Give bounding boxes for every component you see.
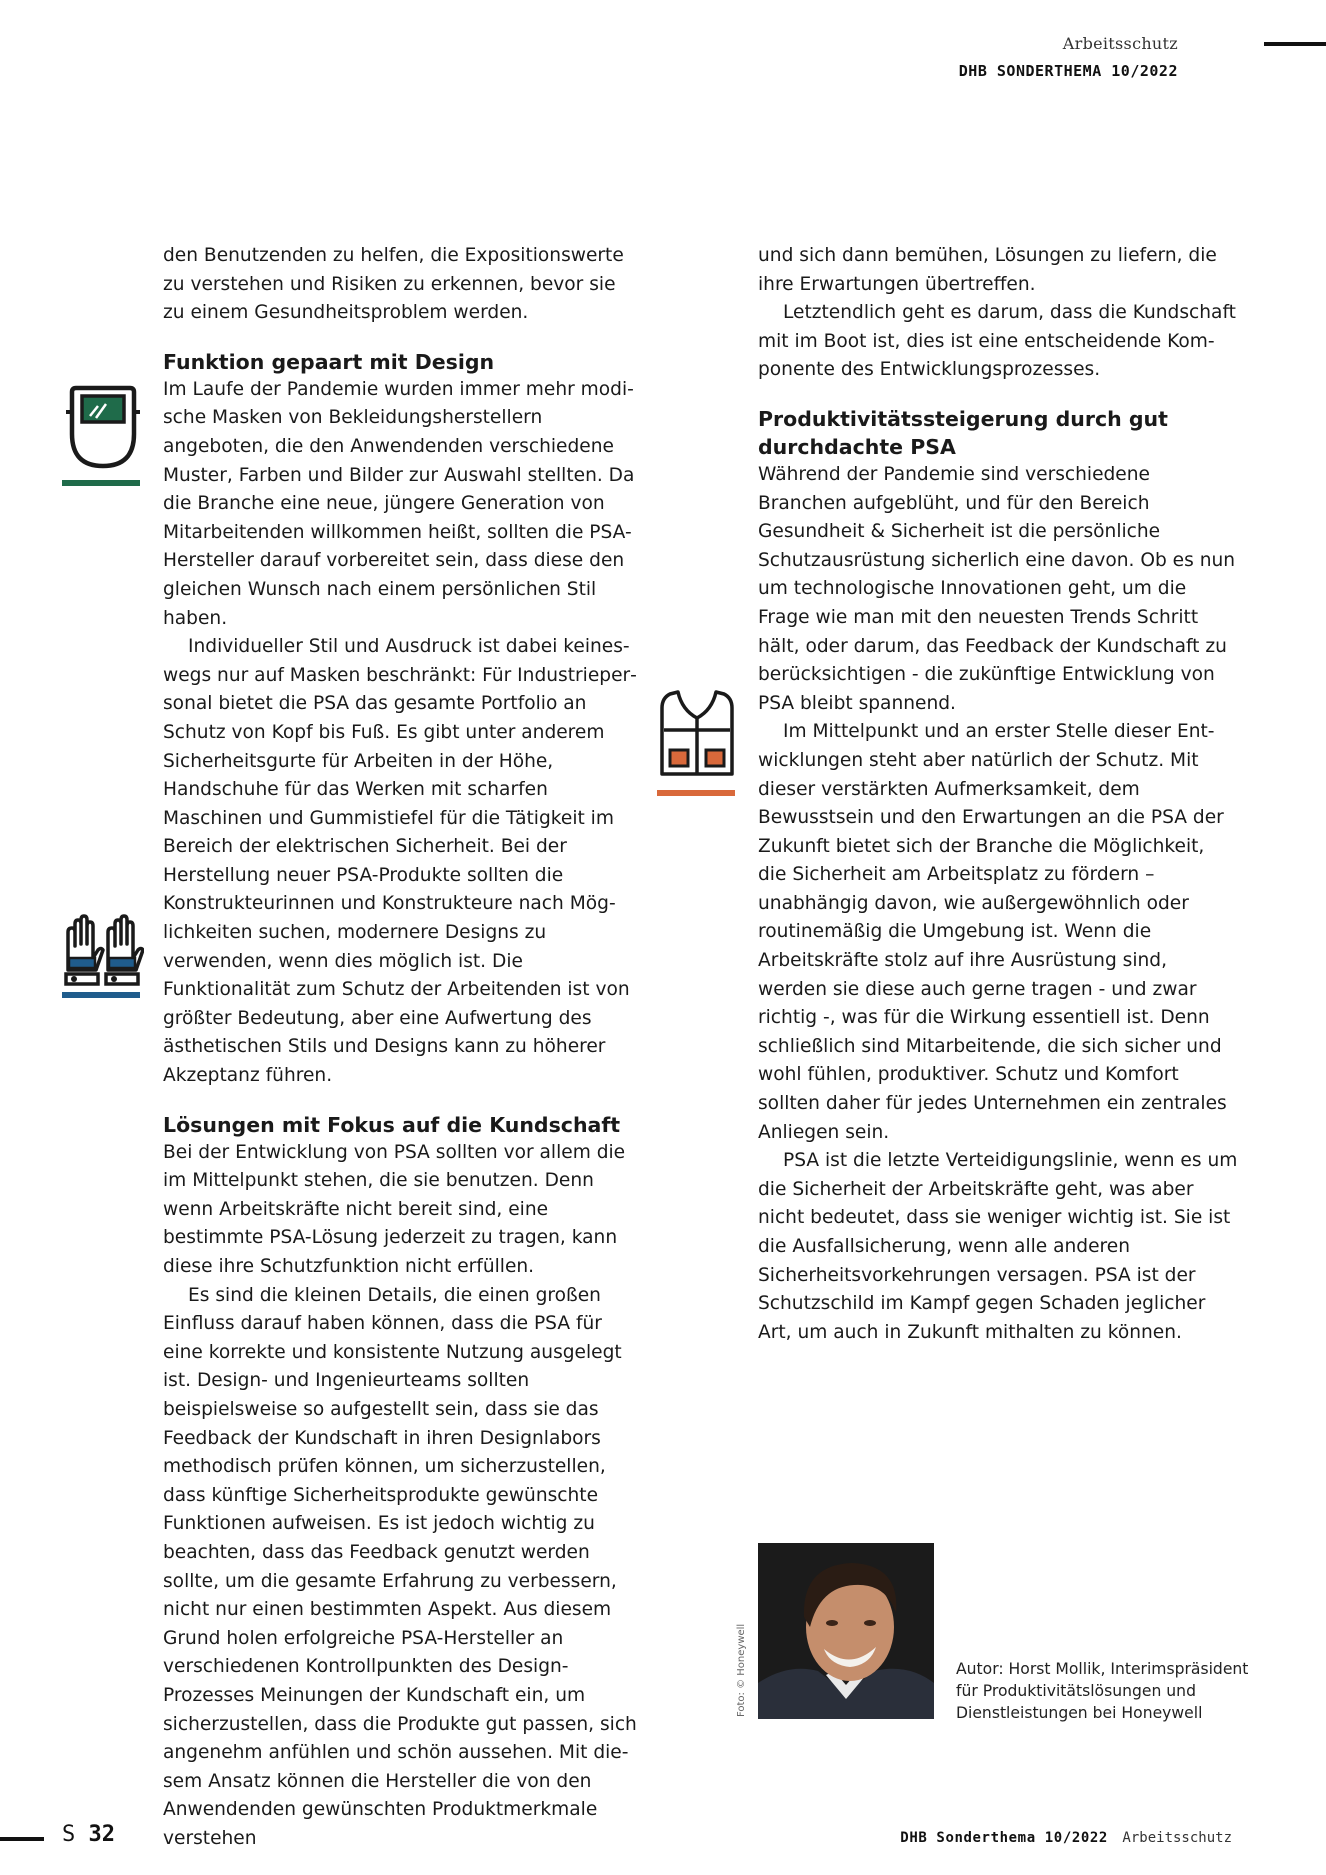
header-section: Arbeitsschutz [1062, 34, 1178, 53]
page-number [62, 1822, 115, 1847]
right-paragraph-1: und sich dann bemühen, Lösungen zu liefern, die ihre Erwartungen übertreffen. [758, 245, 1217, 295]
left-column [163, 242, 641, 1853]
footer-issue [900, 1830, 1232, 1846]
header-rule [1264, 42, 1326, 46]
right-paragraph-5: PSA ist die letzte Verteidigungslinie, wenn es um die Sicherheit der Arbeitskräfte geht, was aber nicht bedeutet, dass sie weniger wichtig ist. Sie ist die Ausfallsicherung, wenn alle anderen Sicherheitsvorkehrungen versagen. PSA ist der Schutzschild im Kampf gegen Schaden jeglicher Art, um auch in Zukunft mithalten zu können. [758, 1150, 1238, 1343]
left-paragraph-1: Im Laufe der Pandemie wurden immer mehr modische Masken von Bekleidungsherstellern angeboten, die den Anwendenden verschiedene Muster, Farben und Bilder zur Auswahl stellten. Da die Branche eine neue, jüngere Generation von Mitarbeitenden willkommen heißt, sollten die PSA-Hersteller darauf vorbereitet sein, dass diese den gleichen Wunsch nach einem persönlichen Stil haben. [163, 378, 635, 629]
heading-funktion-design: Funktion gepaart mit Design [163, 349, 495, 374]
safety-vest-icon [658, 688, 736, 780]
safety-vest-rule [657, 790, 735, 796]
left-paragraph-4: Es sind die kleinen Details, die einen großen Einfluss darauf haben können, dass die PSA für eine korrekte und konsistente Nutzung ausgelegt ist. Design- und Ingenieurteams sollten beispielsweise so aufgestellt sein, dass sie das Feedback der Kundschaft in ihren Designlabors methodisch prüfen können, um sicherzustellen, dass künftige Sicherheitsprodukte gewünschte Funktionen aufweisen. Es ist jedoch wichtig zu beachten, dass das Feedback genutzt werden sollte, um die gesamte Erfahrung zu verbessern, nicht nur einen bestimmten Aspekt. Aus diesem Grund holen erfolgreiche PSA-Hersteller an verschiedenen Kontrollpunkten des Design-Prozesses Meinungen der Kundschaft ein, um sicherzustellen, dass die Produkte gut passen, sich angenehm anfühlen und schön aussehen. Mit diesem Ansatz können die Hersteller die von den Anwendenden gewünschten Produktmerkmale verstehen [163, 1284, 637, 1849]
footer-section: Arbeitsschutz [1122, 1830, 1232, 1846]
right-paragraph-3: Während der Pandemie sind verschiedene Branchen aufgeblüht, und für den Bereich Gesundheit & Sicherheit ist die persönliche Schutzausrüstung sicherlich eine davon. Ob es nun um technologische Innovationen geht, um die Frage wie man mit den neuesten Trends Schritt hält, oder darum, das Feedback der Kundschaft zu berücksichtigen - die zukünftige Entwicklung von PSA bleibt spannend. [758, 463, 1236, 714]
right-column [758, 242, 1238, 1347]
author-caption: Autor: Horst Mollik, Interimspräsident für Produktivitätslösungen und Dienstleistungen bei Honeywell [956, 1660, 1249, 1722]
gloves-icon [60, 910, 144, 992]
author-photo [758, 1543, 934, 1719]
welding-mask-icon [64, 384, 142, 470]
footer-rule [0, 1837, 44, 1841]
footer-magazine: DHB Sonderthema 10/2022 [900, 1830, 1108, 1846]
right-paragraph-4: Im Mittelpunkt und an erster Stelle dieser Entwicklungen steht aber natürlich der Schutz. Mit dieser verstärkten Aufmerksamkeit, dem Bewusstsein und den Erwartungen an die PSA der Zukunft bietet sich der Branche die Möglichkeit, die Sicherheit am Arbeitsplatz zu fördern – unabhängig davon, wie außergewöhnlich oder routinemäßig die Umgebung ist. Wenn die Arbeitskräfte stolz auf ihre Ausrüstung sind, werden sie diese auch gerne tragen - und zwar richtig -, was für die Wirkung essentiell ist. Denn schließlich sind Mitarbeitende, die sich sicher und wohl fühlen, produktiver. Schutz und Komfort sollten daher für jedes Unternehmen ein zentrales Anliegen sein. [758, 721, 1227, 1143]
left-paragraph-3: Bei der Entwicklung von PSA sollten vor allem die im Mittelpunkt stehen, die sie benutzen. Denn wenn Arbeitskräfte nicht bereit sind, eine bestimmte PSA-Lösung jederzeit zu tragen, kann diese ihre Schutzfunktion nicht erfüllen. [163, 1141, 626, 1277]
page-number-value: 32 [88, 1822, 115, 1847]
right-paragraph-2: Letztendlich geht es darum, dass die Kundschaft mit im Boot ist, dies ist eine entscheidende Komponente des Entwicklungsprozesses. [758, 302, 1236, 381]
left-paragraph-2: Individueller Stil und Ausdruck ist dabei keineswegs nur auf Masken beschränkt: Für Industriepersonal bietet die PSA das gesamte Portfolio an Schutz von Kopf bis Fuß. Es gibt unter anderem Sicherheitsgurte für Arbeiten in der Höhe, Handschuhe für das Werken mit scharfen Maschinen und Gummistiefel für die Tätigkeit im Bereich der elektrischen Sicherheit. Bei der Herstellung neuer PSA-Produkte sollten die Konstrukteurinnen und Konstrukteure nach Möglichkeiten suchen, modernere Designs zu verwenden, wenn dies möglich ist. Die Funktionalität zum Schutz der Arbeitenden ist von größter Bedeutung, aber eine Aufwertung des ästhetischen Stils und Designs kann zu höherer Akzeptanz führen. [163, 636, 637, 1087]
heading-loesungen-kundschaft: Lösungen mit Fokus auf die Kundschaft [163, 1112, 621, 1137]
page-prefix: S [62, 1822, 76, 1847]
gloves-rule [62, 992, 140, 998]
welding-mask-rule [62, 480, 140, 486]
header-issue: DHB SONDERTHEMA 10/2022 [958, 62, 1178, 80]
heading-produktivitaet: Produktivitätssteigerung durch gut durchdachte PSA [758, 406, 1168, 459]
left-intro-paragraph: den Benutzenden zu helfen, die Expositionswerte zu verstehen und Risiken zu erkennen, bevor sie zu einem Gesundheitsproblem werden. [163, 245, 624, 324]
photo-credit: Foto: © Honeywell [736, 1623, 747, 1717]
